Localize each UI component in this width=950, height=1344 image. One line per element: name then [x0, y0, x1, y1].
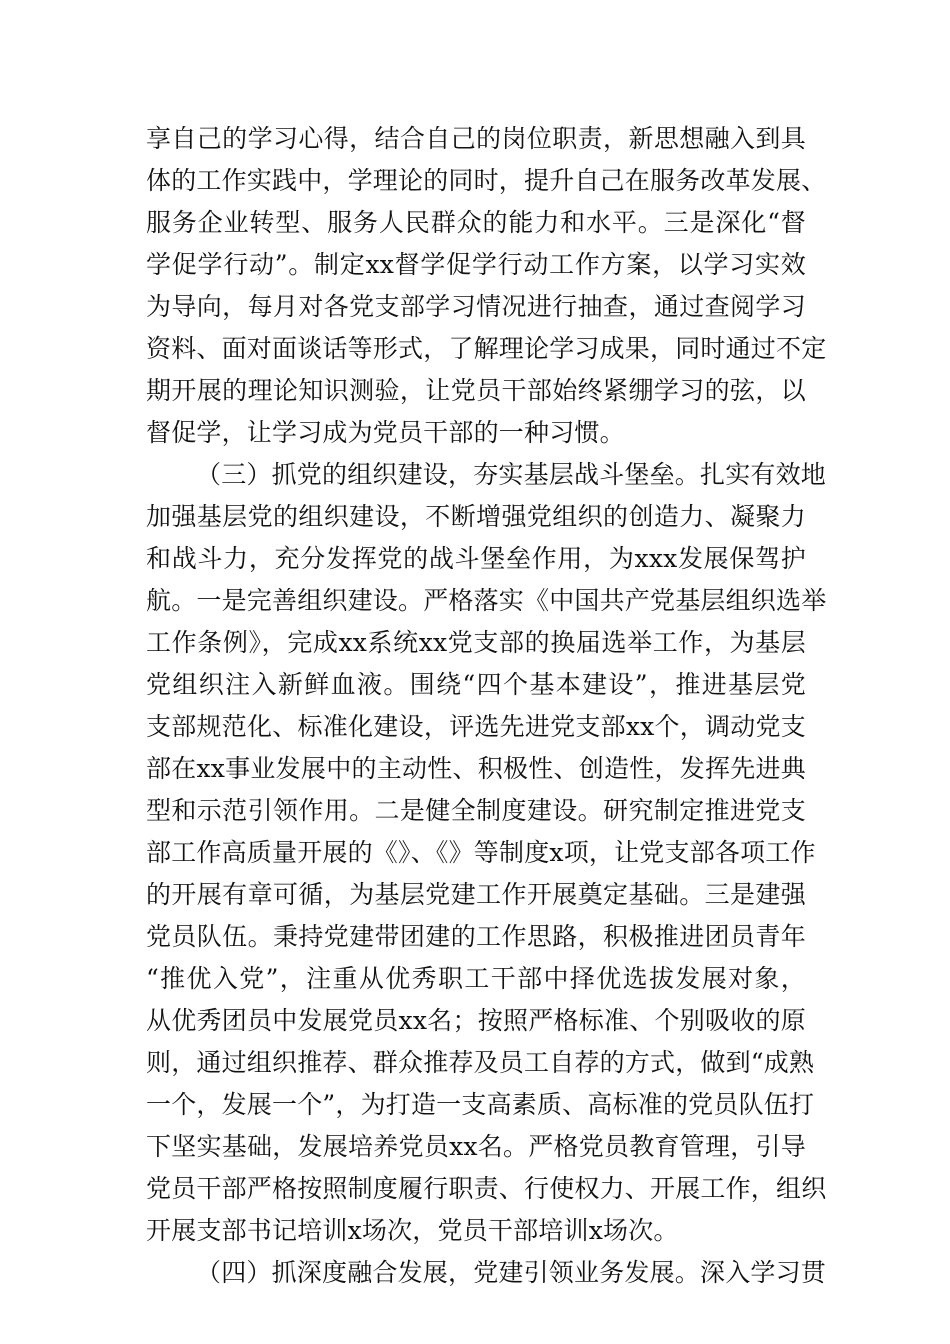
text-line: 体的工作实践中，学理论的同时，提升自己在服务改革发展、 [146, 166, 827, 195]
text-line: 工作条例》，完成xx系统xx党支部的换届选举工作，为基层 [146, 628, 806, 657]
section-heading-line: （四）抓深度融合发展，党建引领业务发展。深入学习贯 [196, 1258, 827, 1287]
text-line: 党员队伍。秉持党建带团建的工作思路，积极推进团员青年 [146, 922, 806, 951]
text-line: 享自己的学习心得，结合自己的岗位职责，新思想融入到具 [146, 124, 806, 153]
text-line: 支部规范化、标准化建设，评选先进党支部xx个，调动党支 [146, 712, 806, 741]
text-line: 型和示范引领作用。二是健全制度建设。研究制定推进党支 [146, 796, 806, 825]
text-line: 部工作高质量开展的《》、《》等制度x项，让党支部各项工作 [146, 838, 816, 867]
text-line: 服务企业转型、服务人民群众的能力和水平。三是深化“督 [146, 208, 806, 237]
text-line: “推优入党”，注重从优秀职工干部中择优选拔发展对象， [146, 964, 806, 993]
text-line: 下坚实基础，发展培养党员xx名。严格党员教育管理，引导 [146, 1132, 806, 1161]
text-line: 从优秀团员中发展党员xx名；按照严格标准、个别吸收的原 [146, 1006, 806, 1035]
text-line: 期开展的理论知识测验，让党员干部始终紧绷学习的弦，以 [146, 376, 806, 405]
text-line: 学促学行动”。制定xx督学促学行动工作方案，以学习实效 [146, 250, 806, 279]
body-text [146, 118, 827, 1294]
text-line: 和战斗力，充分发挥党的战斗堡垒作用，为xxx发展保驾护 [146, 544, 806, 573]
text-line: 督促学，让学习成为党员干部的一种习惯。 [146, 418, 625, 447]
text-line: 则，通过组织推荐、群众推荐及员工自荐的方式，做到“成熟 [146, 1048, 815, 1077]
text-line: 资料、面对面谈话等形式，了解理论学习成果，同时通过不定 [146, 334, 827, 363]
text-line: 航。一是完善组织建设。严格落实《中国共产党基层组织选举 [146, 586, 827, 615]
text-line: 一个，发展一个”，为打造一支高素质、高标准的党员队伍打 [146, 1090, 815, 1119]
text-line: 加强基层党的组织建设，不断增强党组织的创造力、凝聚力 [146, 502, 806, 531]
text-line: 为导向，每月对各党支部学习情况进行抽查，通过查阅学习 [146, 292, 806, 321]
section-heading-line: （三）抓党的组织建设，夯实基层战斗堡垒。扎实有效地 [196, 460, 827, 489]
text-line: 的开展有章可循，为基层党建工作开展奠定基础。三是建强 [146, 880, 806, 909]
text-line: 党员干部严格按照制度履行职责、行使权力、开展工作，组织 [146, 1174, 827, 1203]
text-line: 部在xx事业发展中的主动性、积极性、创造性，发挥先进典 [146, 754, 806, 783]
text-line: 开展支部书记培训x场次，党员干部培训x场次。 [146, 1216, 679, 1245]
text-line: 党组织注入新鲜血液。围绕“四个基本建设”，推进基层党 [146, 670, 806, 699]
